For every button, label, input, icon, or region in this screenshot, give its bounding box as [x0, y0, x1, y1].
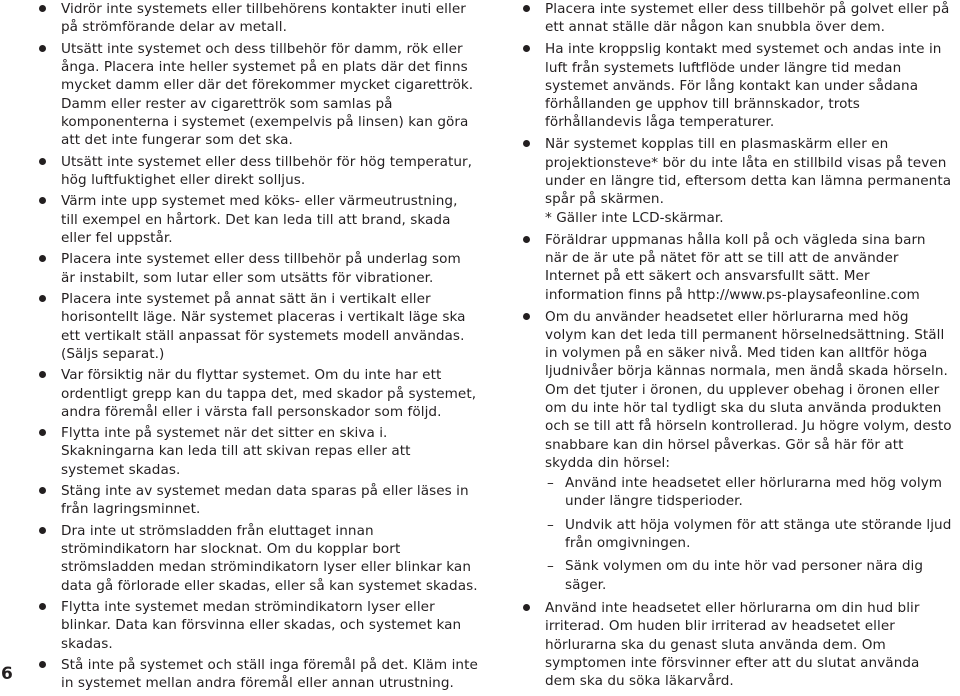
list-item-text: Använd inte headsetet eller hörlurarna om din hud blir irriterad. Om huden blir irriterad av headsetet eller hörlurarna ska du genast sluta använda dem. Om symptomen inte försvinner efter att du slutat använda dem ska du söka läkarvård. [545, 599, 920, 690]
list-item-text: Placera inte systemet på annat sätt än i vertikalt eller horisontellt läge. När systemet placeras i vertikalt läge ska ett vertikalt ställ anpassat för systemets modell användas. (Säljs separat.) [61, 290, 466, 362]
list-item-text: Flytta inte systemet medan strömindikatorn lyser eller blinkar. Data kan försvinna eller skadas, och systemet kan skadas. [61, 599, 462, 652]
list-item [522, 0, 952, 37]
list-item [38, 522, 478, 595]
dash-item [545, 516, 952, 553]
list-item [38, 250, 478, 287]
list-item [38, 424, 478, 479]
bullet-icon [39, 527, 46, 534]
bullet-icon [39, 603, 46, 610]
bullet-icon [39, 429, 46, 436]
bullet-icon [39, 295, 46, 302]
list-item [38, 40, 478, 150]
list-item [38, 366, 478, 421]
list-item [38, 598, 478, 653]
list-item [38, 290, 478, 363]
bullet-icon [523, 236, 530, 243]
list-item [38, 656, 478, 693]
bullet-icon [39, 487, 46, 494]
list-item-text: Vidrör inte systemets eller tillbehörens kontakter inuti eller på strömförande delar av metall. [61, 1, 466, 36]
bullet-icon [39, 45, 46, 52]
right-column [522, 0, 952, 694]
list-item-parents [522, 231, 952, 304]
list-item-text: Om du använder headsetet eller hörlurarna med hög volym kan det leda till permanent hörselnedsättning. Ställ in volymen på en säker nivå. Med tiden kan alltför höga ljudnivåer börja kännas normala, men ändå skada hörseln. Om det tjuter i öronen, du upplever obehag i öronen eller om du inte hör tal tydligt ska du sluta använda produkten och se till att få hörseln kontrollerad. Ju högre volym, desto snabbare kan din hörsel påverkas. Gör så här för att skydda din hörsel: [545, 308, 952, 471]
bullet-icon [523, 45, 530, 52]
list-item-text: Ha inte kroppslig kontakt med systemet och andas inte in luft från systemets luftflöde under längre tid medan systemet används. För lång kontakt kan under sådana förhållanden ge upphov till brännskador, trots förhållandevis låga temperaturer. [545, 41, 942, 131]
dash-item-text: Undvik att höja volymen för att stänga ute störande ljud från omgivningen. [565, 516, 952, 552]
dash-icon: – [547, 475, 554, 492]
bullet-icon [523, 5, 530, 12]
footnote-lcd: * Gäller inte LCD-skärmar. [545, 209, 724, 226]
bullet-icon [523, 313, 530, 320]
list-item-text: Stäng inte av systemet medan data sparas på eller läses in från lagringsminnet. [61, 483, 469, 518]
dash-icon: – [547, 558, 554, 575]
bullet-icon [523, 140, 530, 147]
dash-icon: – [547, 516, 554, 533]
list-item [522, 40, 952, 131]
bullet-icon [39, 255, 46, 262]
right-safety-list [522, 0, 952, 690]
bullet-icon [523, 604, 530, 611]
list-item-text: Var försiktig när du flyttar systemet. Om du inte har ett ordentligt grepp kan du tappa det, med skador på systemet, andra föremål eller i värsta fall personskador som följd. [61, 367, 477, 420]
list-item-plasma [522, 135, 952, 226]
list-item-text: Stå inte på systemet och ställ inga föremål på det. Kläm inte in systemet mellan andra föremål eller annan utrustning. [61, 657, 478, 692]
hearing-protection-list [545, 474, 952, 594]
list-item-text: Dra inte ut strömsladden från eluttaget innan strömindikatorn har slocknat. Om du kopplar bort strömsladden medan strömindikatorn lyser eller blinkar kan data gå förlorade eller skadas, eller så kan systemet skadas. [61, 522, 478, 594]
bullet-icon [39, 661, 46, 668]
list-item [38, 153, 478, 190]
list-item [38, 192, 478, 247]
bullet-icon [39, 197, 46, 204]
list-item-text: Utsätt inte systemet och dess tillbehör för damm, rök eller ånga. Placera inte heller systemet på en plats där det finns mycket damm eller där det förekommer mycket cigarettrök. Damm eller rester av cigarettrök som samlas på komponenterna i systemet (exempelvis på linsen) kan göra att det inte fungerar som det ska. [61, 40, 474, 149]
list-item-text: Placera inte systemet eller dess tillbehör på golvet eller på ett annat ställe där någon kan snubbla över dem. [545, 1, 950, 36]
page-number: 6 [1, 664, 13, 684]
left-safety-list [38, 0, 478, 693]
dash-item-text: Sänk volymen om du inte hör vad personer nära dig säger. [565, 558, 924, 593]
list-item [38, 0, 478, 37]
list-item-text: Flytta inte på systemet när det sitter en skiva i. Skakningarna kan leda till att skivan repas eller att systemet skadas. [61, 425, 411, 478]
bullet-icon [39, 158, 46, 165]
dash-item-text: Använd inte headsetet eller hörlurarna med hög volym under längre tidsperioder. [565, 475, 943, 510]
bullet-icon [39, 5, 46, 12]
list-item-irritation [522, 599, 952, 690]
list-item [38, 482, 478, 519]
left-column [38, 0, 478, 696]
list-item-text: Föräldrar uppmanas hålla koll på och vägleda sina barn när de är ute på nätet för att se till att de använder Internet på ett säkert och ansvarsfullt sätt. Mer information finns på http://www.ps-playsafeonline.com [545, 231, 926, 303]
list-item-text: Placera inte systemet eller dess tillbehör på underlag som är instabilt, som lutar eller som utsätts för vibrationer. [61, 251, 461, 286]
dash-item [545, 474, 952, 511]
list-item-headset [522, 308, 952, 594]
bullet-icon [39, 371, 46, 378]
list-item-text: Värm inte upp systemet med köks- eller värmeutrustning, till exempel en hårtork. Det kan leda till att brand, skada eller fel uppstår. [61, 193, 458, 246]
dash-item [545, 557, 952, 594]
list-item-text: Utsätt inte systemet eller dess tillbehör för hög temperatur, hög luftfuktighet eller direkt solljus. [61, 153, 473, 188]
list-item-text: När systemet kopplas till en plasmaskärm eller en projektionsteve* bör du inte låta en stillbild visas på teven under en längre tid, eftersom detta kan lämna permanenta spår på skärmen. [545, 136, 952, 208]
